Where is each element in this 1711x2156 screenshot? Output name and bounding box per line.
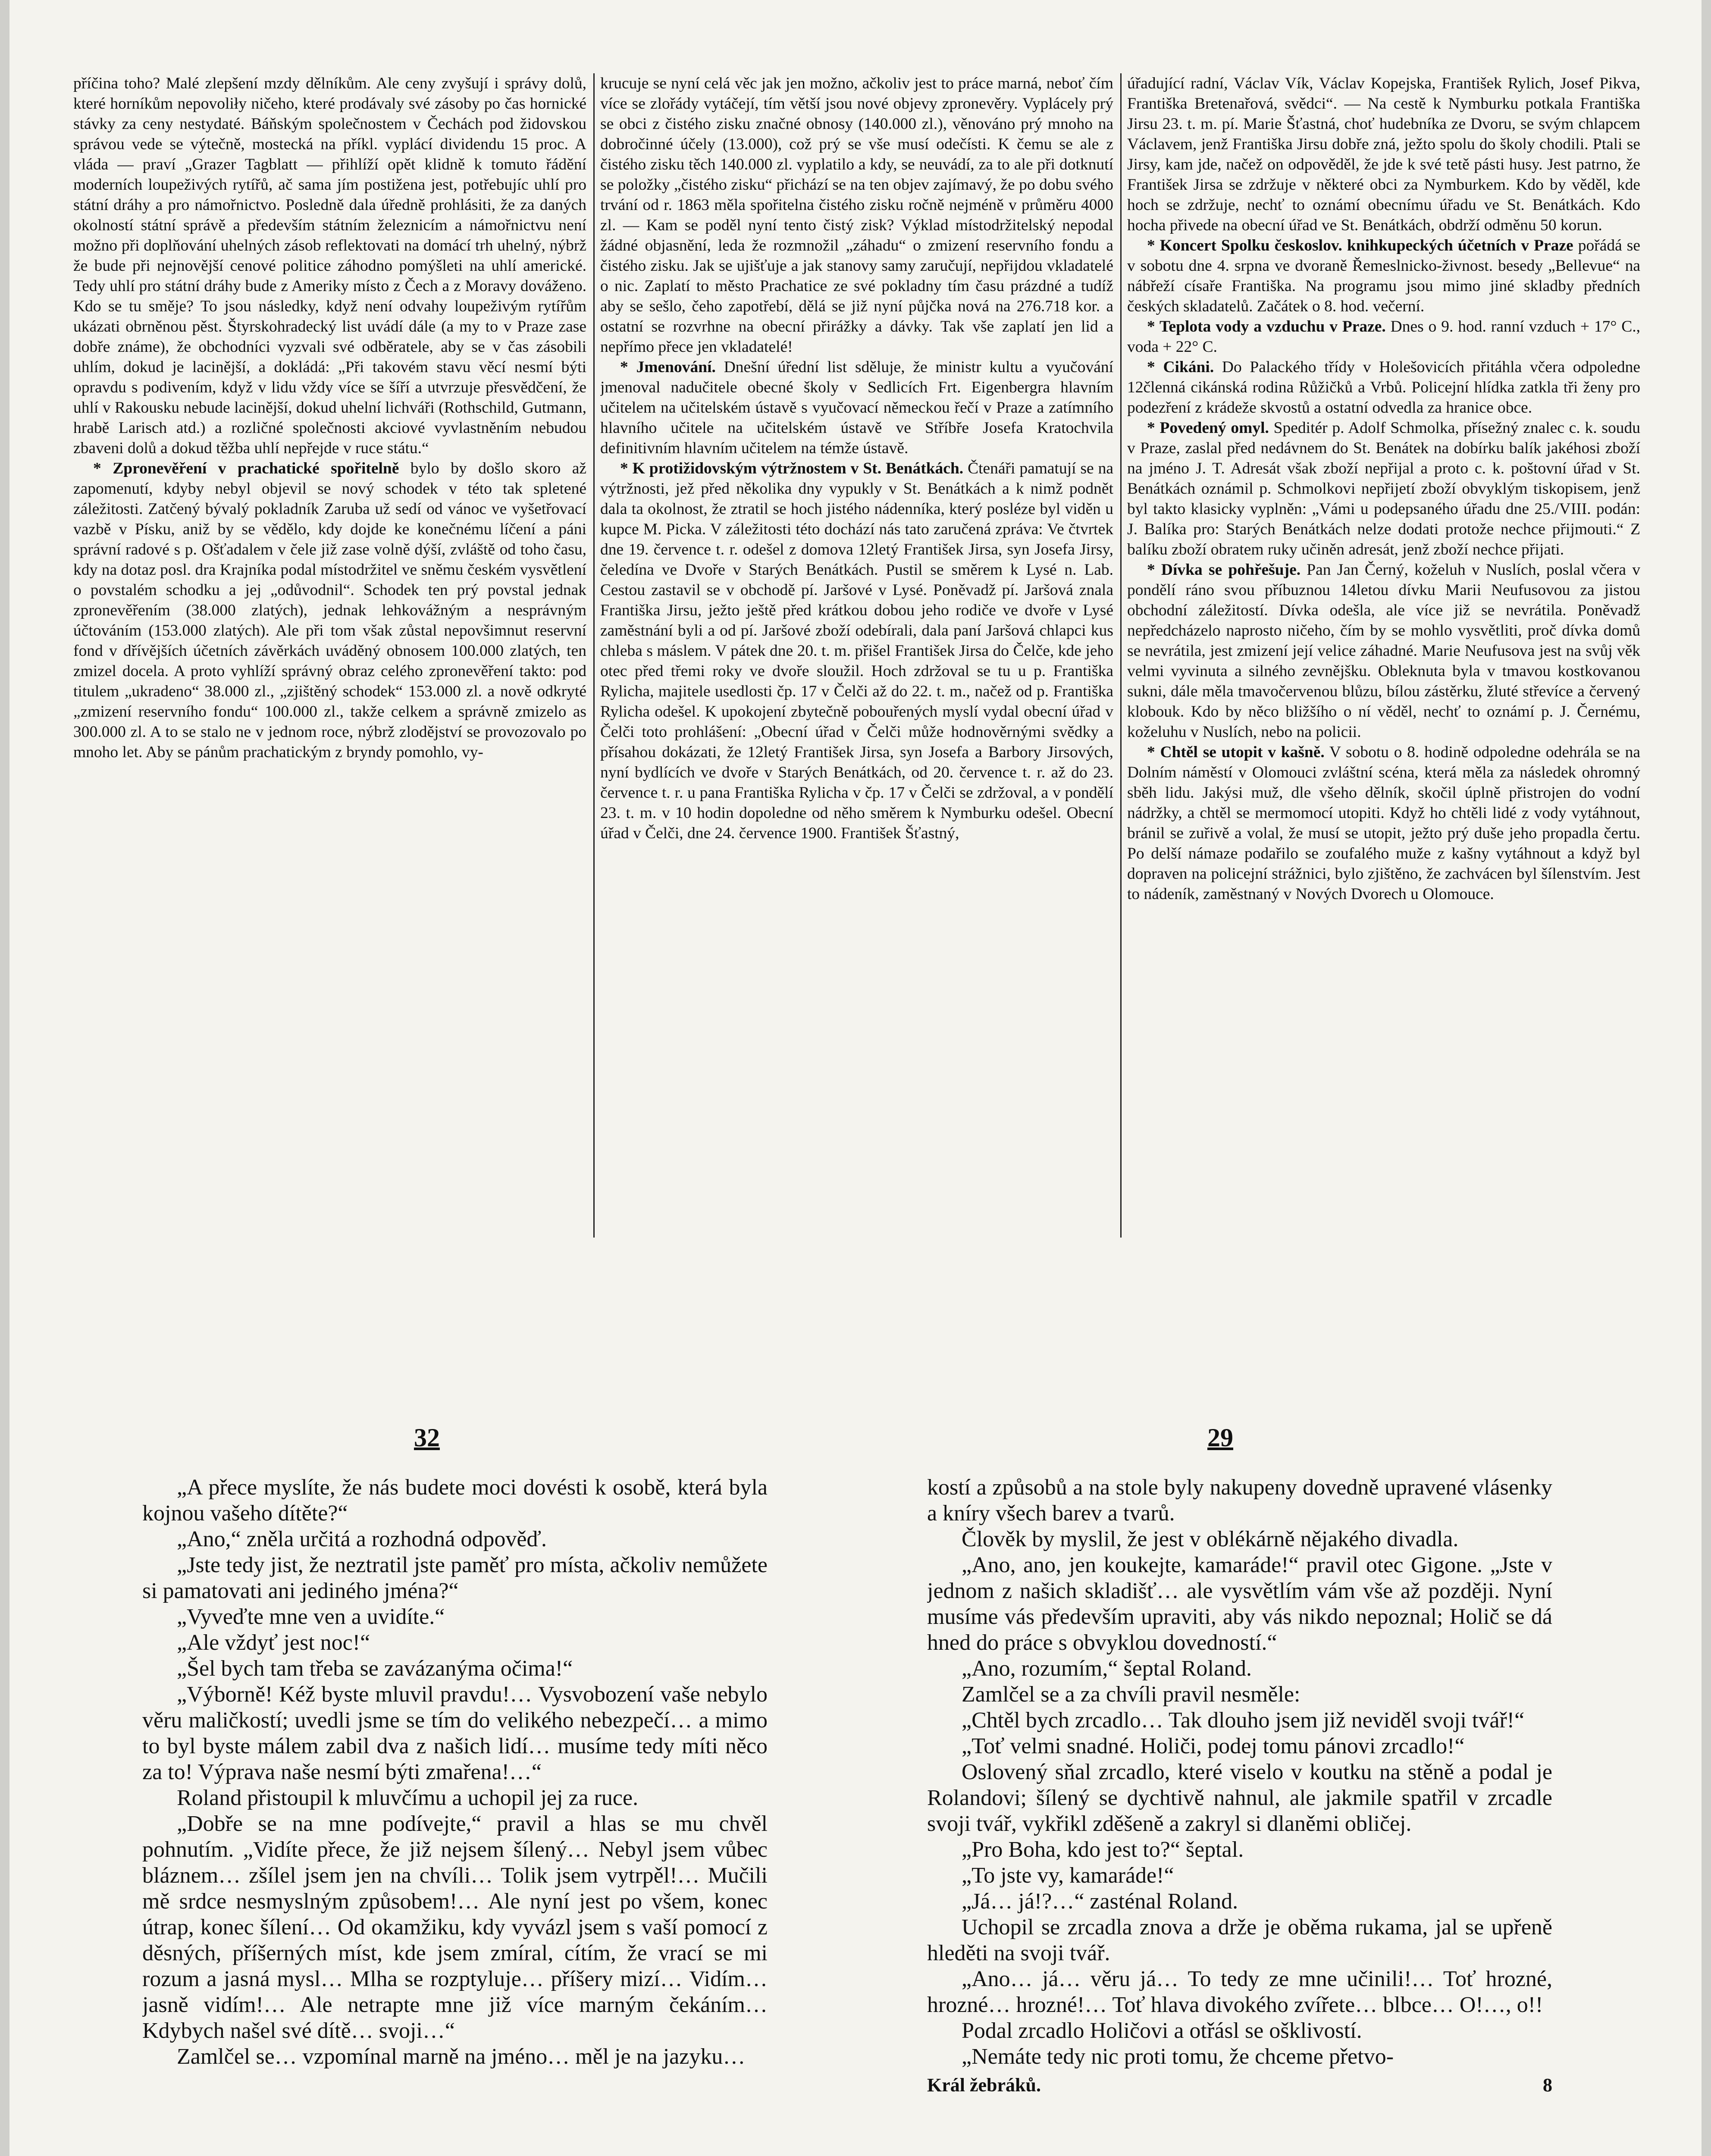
article-paragraph (1127, 235, 1640, 317)
book-paragraph: „Dobře se na mne podívejte,“ pravil a hlas se mu chvěl pohnutím. „Vidíte přece, že již nejsem šílený… Nebyl jsem vůbec bláznem… zšílel jsem jen na chvíli… Tolik jsem vytrpěl!… Mučili mě srdce nesmyslným způsobem!… Ale nyní jest po všem, konec útrap, konec šílení… Od okamžiku, kdy vyvázl jsem s vaší pomocí z děsných, příšerných míst, kde jsem zmíral, cítím, že vrací se mi rozum a jasná mysl… Mlha se rozptyluje… příšery mizí… Vidím… jasně vidím!… Ale netrapte mne již více marným čekáním… Kdybych našel své dítě… svoji…“ (142, 1811, 768, 2043)
scan-edge-right (1702, 0, 1711, 2156)
article-headline: * Teplota vody a vzduchu v Praze. (1147, 318, 1386, 335)
article-paragraph (600, 458, 1113, 843)
book-paragraph: Podal zrcadlo Holičovi a otřásl se ošklivostí. (962, 2018, 1362, 2043)
book-paragraph: „Já… já!?…“ zasténal Roland. (962, 1889, 1238, 1914)
article-paragraph: příčina toho? Malé zlepšení mzdy dělníkům. Ale ceny zvyšují i správy dolů, které horníkům nepovoliły ničeho, které prodávaly své zásoby po čas hornické stávky za ceny nestydaté. Báňským společnostem v Čechách pod židovskou správou vede se výtečně, mostecká na příkl. vyplácí dividendu 15 proc. A vláda — praví „Grazer Tagblatt — přihlíží opět klidně k tomuto řádění moderních loupeživých rytířů, ač sama jím postižena jest, potřebujíc uhlí pro státní dráhy a pro námořnictvo. Posledně dala úředně prohlásiti, že za daných okolností státní správě a především státním železnicím a námořnictvu není možno při doplňování uhelných zásob reflektovati na domácí trh uhelný, nýbrž že bude při nejnovější cenové politice záhodno pomýšleti na uhlí americké. Tedy uhlí pro státní dráhy bude z Ameriky místo z Čech a z Moravy dováženo. Kdo se tu směje? To jsou následky, když není odvahy loupeživým rytířům ukázati obrněnou pěst. Štyrskohradecký list uvádí dále (a my to v Praze zase dobře známe), že obchodníci vyzvali své odběratele, aby se v čas zásobili uhlím, dokud je lacinější, a dokládá: „Při takovém stavu věcí nesmí býti opravdu s podivením, když v lidu vždy více se šíří a utvrzuje přesvědčení, že uhlí v Rakousku nebude lacinější, dokud uhelní lichváři (Rothschild, Gutmann, hrabě Larisch atd.) a rozličné společnosti akciové vyvlastněním nebudou zbaveni dolů a dokud těžba uhlí nepřejde v ruce státu.“ (73, 75, 586, 457)
book-signature: Král žebráků. (927, 2075, 1041, 2096)
article-headline: * Povedený omyl. (1147, 419, 1269, 437)
page-number-right: 29 (1207, 1423, 1233, 1452)
book-paragraph: „Výborně! Kéž byste mluvil pravdu!… Vysvobození vaše nebylo věru maličkostí; uvedli jsme se tím do velikého nebezpečí… a mimo to byl byste málem zabil dva z našich lidí… musíme tedy míti něco za to! Výprava naše nesmí býti zmařena!…“ (142, 1682, 768, 1784)
book-paragraph: Oslovený sňal zrcadlo, které viselo v koutku na stěně a podal je Rolandovi; šílený se dychtivě nahnul, ale jakmile spatřil v zrcadle svoji tvář, vykřikl zděšeně a zakryl si dlaněmi obličej. (927, 1760, 1552, 1836)
newspaper-column-3 (1127, 73, 1640, 1238)
article-headline: * Jmenování. (620, 358, 716, 376)
scan-edge-left (0, 0, 9, 2156)
article-text: Čtenáři pamatují se na výtržnosti, jež před několika dny vypukly v St. Benátkách a k nimž podnět dala ta okolnost, že ztratil se hoch jistého nádenníka, který posléze byl viděn u kupce M. Picka. V záležitosti této dochází nás tato zaručená zpráva: Ve čtvrtek dne 19. července t. r. odešel z domova 12letý František Jirsa, syn Josefa Jirsy, čeledína ve Dvoře v Starých Benátkách. Pustil se směrem k Lysé n. Lab. Cestou zastavil se v obchodě pí. Jaršové v Lysé. Poněvadž pí. Jaršová znala Františka Jirsu, ježto ještě před krátkou dobou jeho rodiče ve dvoře v Lysé zaměstnání byli a od pí. Jaršové zboží odebírali, dala paní Jaršová chlapci kus chleba s máslem. V pátek dne 20. t. m. přišel František Jirsa do Čelče, kde jeho otec před třemi roky ve dvoře sloužil. Hoch zdržoval se tu u p. Františka Rylicha, majitele usedlosti čp. 17 v Čelči až do 22. t. m., načež od p. Františka Rylicha odešel. K upokojení zbytečně pobouřených myslí vydal obecní úřad v Čelči toto prohlášení: „Obecní úřad v Čelči může hodnověrnými svědky a přísahou dokázati, že 12letý František Jirsa, syn Josefa a Barbory Jirsových, nyní bydlících ve dvoře v Starých Benátkách, od 20. července t. r. až do 23. července t. r. u pana Františka Rylicha v čp. 17 v Čelči se zdržoval, a v pondělí 23. t. m. v 10 hodin dopoledne od něho směrem k Nymburku odešel. Obecní úřad v Čelči, dne 24. července 1900. František Šťastný, (600, 460, 1113, 842)
article-headline: * Cikáni. (1147, 358, 1214, 376)
book-paragraph: „Ale vždyť jest noc!“ (177, 1630, 370, 1655)
column-divider (593, 73, 595, 1238)
article-headline: * Chtěl se utopit v kašně. (1147, 743, 1325, 761)
page-number-left: 32 (414, 1423, 440, 1452)
article-text: bylo by došlo skoro až zapomenutí, kdyby nebyl objevil se nový schodek v této tak spletené záležitosti. Zatčený bývalý pokladník Zaruba už sedí od vánoc ve vyšetřovací vazbě v Písku, aniž by se vědělo, kdy dojde ke konečnému líčení a páni správní radové s p. Ošťadalem v čele již zase volně dýší, zvláště od toho času, kdy na dotaz posl. dra Krajníka podal místodržitel ve sněmu českém vysvětlení o povstalém schodku a jej „odůvodnil“. Schodek ten prý povstal jednak zpronevěřením (38.000 zlatých), jednak lehkovážným a nesprávným účtováním (153.000 zlatých). Ale při tom však zůstal nepovšimnut reservní fond v dřívějších účetních závěrkách uváděný obnosem 100.000 zlatých, ten zmizel docela. A proto vyhlíží správný obraz celého zpronevěření takto: pod titulem „ukradeno“ 38.000 zl., „zjištěný schodek“ 153.000 zl. a nově odkryté „zmizení reservního fondu“ 100.000 zl., takže celkem a správně zmizelo as 300.000 zl. A to se stalo ne v jednom roce, nýbrž zlodějství se provozovalo po mnoho let. Aby se pánům prachatickým z bryndy pomohlo, vy- (73, 460, 586, 761)
article-text: Pan Jan Černý, koželuh v Nuslích, poslal včera v pondělí ráno svou příbuznou 14letou dívku Marii Neufusovou za jistou obchodní záležitostí. Dívka odešla, ale více již se nevrátila. Poněvadž nepředcházelo naprosto ničeho, čím by se mohlo vysvětliti, proč dívka domů se nevrátila, jest zmizení její velice záhadné. Marie Neufusova jest na svůj věk velmi vyvinuta a silného zevnějšku. Obleknuta byla v tmavou kostkovanou sukni, dále měla tmavočervenou blůzu, bílou zástěrku, žluté střevíce a červený klobouk. Kdo by něco bližšího o ní věděl, nechť to oznámí p. J. Černému, koželuhu v Nuslích, nebo na policii. (1127, 561, 1640, 741)
article-text: Do Palackého třídy v Holešovicích přitáhla včera odpoledne 12členná cikánská rodina Růžičků a Vrbů. Policejní hlídka zatkla tři ženy pro podezření z krádeže skvostů a ostatní odvedla za hranice obce. (1127, 358, 1640, 417)
article-text: V sobotu o 8. hodině odpoledne odehrála se na Dolním náměstí v Olomouci zvláštní scéna, která měla za následek ohromný sběh lidu. Jakýsi muž, dle všeho dělník, skočil úplně přistrojen do vodní nádržky, a chtěl se mermomocí utopiti. Když ho chtěli lidé z vody vytáhnout, bránil se zuřivě a volal, že musí se utopit, ježto prý duše jeho propadla čertu. Po delší námaze podařilo se zoufalého muže z kašny vytáhnout a když byl dopraven na policejní strážnici, bylo zjištěno, že zachvácen byl šílenstvím. Jest to nádeník, zaměstnaný v Nových Dvorech u Olomouce. (1127, 743, 1640, 903)
book-footer (927, 2072, 1552, 2098)
book-paragraph: „Vyveďte mne ven a uvidíte.“ (177, 1604, 445, 1629)
book-paragraph: kostí a způsobů a na stole byly nakupeny dovedně upravené vlásenky a kníry všech barev a tvarů. (927, 1475, 1552, 1526)
article-headline: * Koncert Spolku českoslov. knihkupeckých účetních v Praze (1147, 237, 1573, 254)
newspaper-column-2 (600, 73, 1113, 1238)
article-paragraph: úřadující radní, Václav Vík, Václav Kopejska, František Rylich, Josef Pikva, Františka Bretenařová, svědci“. — Na cestě k Nymburku potkala Františka Jirsu 23. t. m. pí. Marie Šťastná, choť hudebníka ze Dvoru, se svým chlapcem Václavem, jenž Františka Jirsu dobře zná, ježto spolu do školy chodili. Ptali se Jirsy, kam jde, načež on odpověděl, že jde k své tetě pásti husy. Jest patrno, že František Jirsa se zdržuje v některé obci za Nymburkem. Kdo by věděl, kde hoch se zdržuje, nechť to oznámí obecnímu úřadu ve St. Benátkách. Kdo hocha přivede na obecní úřad ve St. Benátkách, obdrží odměnu 50 korun. (1127, 75, 1640, 234)
book-paragraph: „Nemáte tedy nic proti tomu, že chceme přetvo- (962, 2044, 1394, 2069)
newspaper-column-1 (73, 73, 586, 1238)
article-paragraph (1127, 317, 1640, 357)
article-text: pořádá se v sobotu dne 4. srpna ve dvoraně Řemeslnicko-živnost. besedy „Bellevue“ na nábřeží císaře Františka. Na programu jsou mimo jiné skladby předních českých skladatelů. Začátek o 8. hod. večerní. (1127, 237, 1640, 315)
book-paragraph: „Chtěl bych zrcadlo… Tak dlouho jsem již neviděl svoji tvář!“ (962, 1708, 1525, 1733)
book-paragraph: „Ano, rozumím,“ šeptal Roland. (962, 1656, 1252, 1681)
book-paragraph: Člověk by myslil, že jest v oblékárně nějakého divadla. (962, 1527, 1459, 1551)
book-page-left (142, 1475, 768, 2156)
book-paragraph: „Ano,“ zněla určitá a rozhodná odpověď. (177, 1527, 547, 1551)
article-paragraph: krucuje se nyní celá věc jak jen možno, ačkoliv jest to práce marná, neboť čím více se zlořády vytáčejí, tím větší jsou nové objevy zpronevěry. Vyplácely prý se obci z čistého zisku značné obnosy (140.000 zl.), věnováno prý mnoho na dobročinné účely (13.000), což prý se vše musí odečísti. K čemu se ale z čistého zisku těch 140.000 zl. vyplatilo a kdy, se neuvádí, za to ale při dotknutí se položky „čistého zisku“ přichází se na ten objev zajímavý, že po dobu svého trvání od r. 1863 měla spořitelna čistého zisku ročně nejméně v průměru 4000 zl. — Kam se poděl nyní tento čistý zisk? Výklad místodržitelský nepodal žádné objasnění, leda že rozmnožil „záhadu“ o zmizení reservního fondu a čistého zisku. Jak se ujišťuje a jak stanovy samy zaručují, nepřijdou vkladatelé o nic. Zaplatí to město Prachatice ze své pokladny tím času prázdné a tudíž aby se sešlo, čeho zapotřebí, dělá se již nyní půjčka nová na 276.718 kor. a ostatní se rozvrhne na obecní přirážky a dávky. Tak vše zaplatí jen lid a nepřímo přece jen vkladatelé! (600, 75, 1113, 356)
book-paragraph: „To jste vy, kamaráde!“ (962, 1863, 1174, 1888)
book-paragraph: „A přece myslíte, že nás budete moci dovésti k osobě, která byla kojnou vašeho dítěte?“ (142, 1475, 768, 1526)
book-page-right (927, 1475, 1552, 2156)
article-paragraph (1127, 560, 1640, 742)
column-divider (1120, 73, 1122, 1238)
article-headline: * Zpronevěření v prachatické spořitelně (93, 460, 399, 477)
article-headline: * Dívka se pohřešuje. (1147, 561, 1301, 579)
book-paragraph: „Jste tedy jist, že neztratil jste paměť pro místa, ačkoliv nemůžete si pamatovati ani jediného jména?“ (142, 1553, 768, 1603)
article-paragraph (1127, 418, 1640, 560)
book-paragraph: Zamlčel se… vzpomínal marně na jméno… měl je na jazyku… (177, 2044, 746, 2069)
book-paragraph: „Ano, ano, jen koukejte, kamaráde!“ pravil otec Gigone. „Jste v jednom z našich skladišť… ale vysvětlím vám vše až později. Nyní musíme vás především upraviti, aby vás nikdo nepoznal; Holič se dá hned do práce s obvyklou dovedností.“ (927, 1553, 1552, 1655)
book-paragraph: Zamlčel se a za chvíli pravil nesměle: (962, 1682, 1300, 1707)
book-paragraph: Uchopil se zrcadla znova a drže je oběma rukama, jal se upřeně hleděti na svoji tvář. (927, 1915, 1552, 1965)
article-paragraph (1127, 742, 1640, 904)
article-text: Speditér p. Adolf Schmolka, přísežný znalec c. k. soudu v Praze, zaslal před nedávnem do St. Benátek na dobírku balík jakéhosi zboží na jméno J. T. Adresát však zboží nepřijal a proto c. k. poštovní úřad v St. Benátkách oznámil p. Schmolkovi nepřijetí zboží obvyklým tiskopisem, jenž byl takto klasicky vyplněn: „Vámi u podepsaného úřadu dne 25./VIII. podán: J. Balíka pro: Starých Benátkách nelze dodati protože nechce přijmouti.“ Z balíku zboží obratem ruky učiněn adresát, jenž zboží nechce přijati. (1127, 419, 1640, 558)
book-paragraph: „Pro Boha, kdo jest to?“ šeptal. (962, 1837, 1244, 1862)
article-paragraph (600, 357, 1113, 458)
book-paragraph: „Šel bych tam třeba se zavázanýma očima!“ (177, 1656, 573, 1681)
article-paragraph (1127, 357, 1640, 418)
newspaper-section (73, 73, 1643, 1238)
article-text: Dnešní úřední list sděluje, že ministr kultu a vyučování jmenoval nadučitele obecné školy v Sedlicích Frt. Eigenbergra hlavním učitelem na učitelském ústavě s vyučovací německou řečí v Praze a zatímního hlavního učitele na učitelském ústavě ve Stříbře Josefa Kratochvila definitivním hlavním učitelem na témže ústavě. (600, 358, 1113, 457)
article-text: Dnes o 9. hod. ranní vzduch + 17° C., voda + 22° C. (1127, 318, 1640, 356)
book-paragraph: Roland přistoupil k mluvčímu a uchopil jej za ruce. (177, 1786, 639, 1810)
book-paragraph: „Ano… já… věru já… To tedy ze mne učinili!… Toť hrozné, hrozné… hrozné!… Toť hlava divokého zvířete… blbce… O!…, o!! (927, 1967, 1552, 2017)
article-headline: * K protižidovským výtržnostem v St. Benátkách. (620, 460, 964, 477)
book-paragraph: „Toť velmi snadné. Holiči, podej tomu pánovi zrcadlo!“ (962, 1734, 1465, 1758)
article-paragraph (73, 458, 586, 762)
sheet-number: 8 (1543, 2075, 1552, 2096)
